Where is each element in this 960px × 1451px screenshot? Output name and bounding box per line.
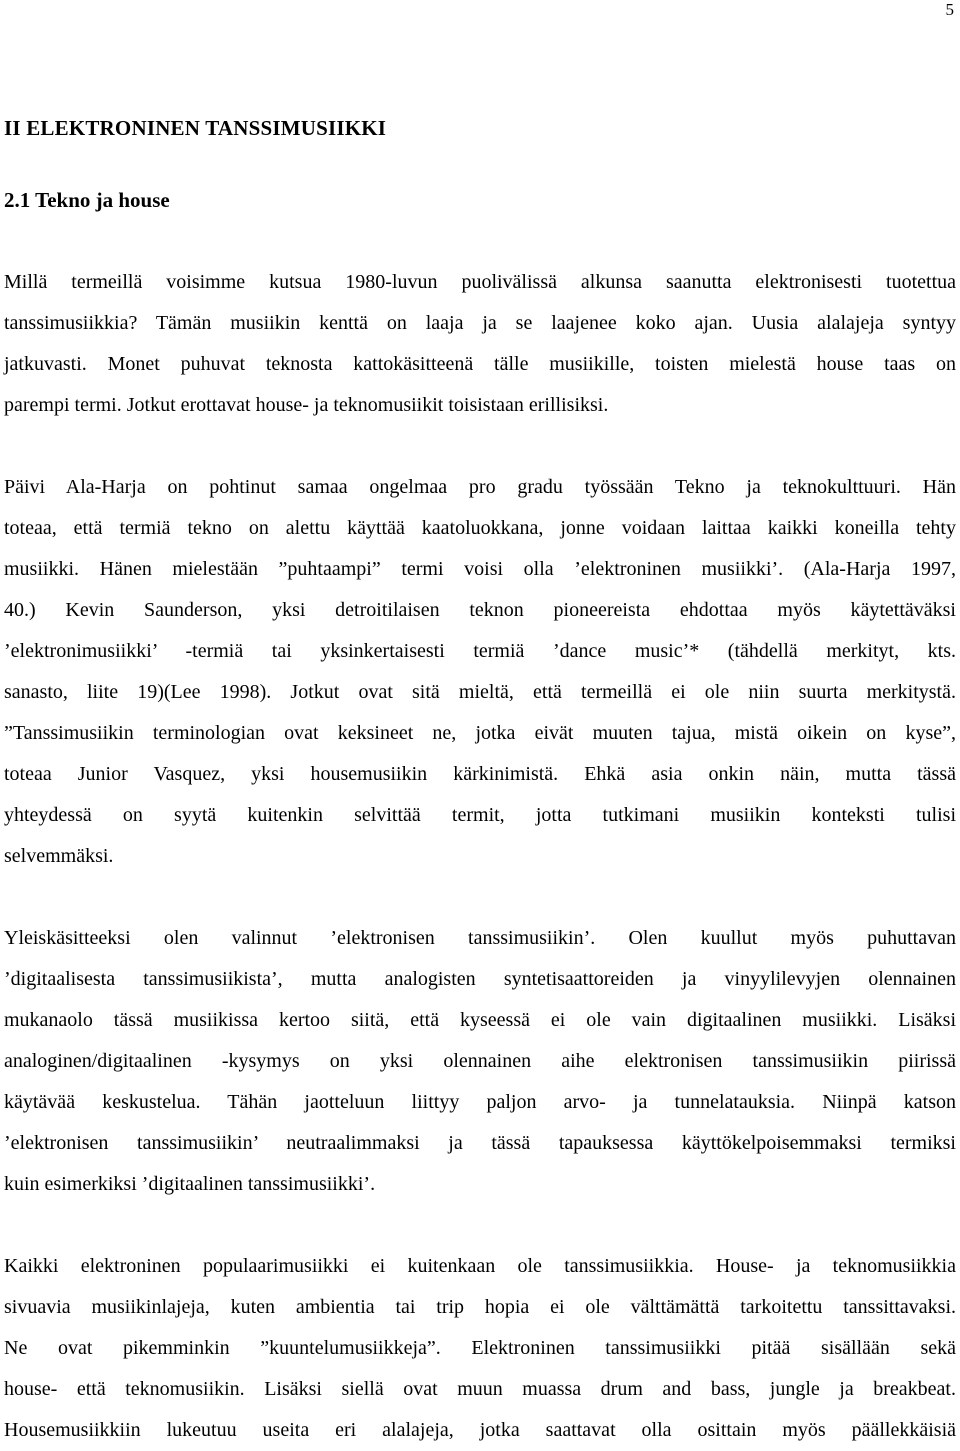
paragraph-2: [4, 467, 956, 877]
text-line: analoginen/digitaalinen -kysymys on yksi olennainen aihe elektronisen tanssimusiikin piirissä: [4, 1050, 956, 1072]
text-line: ”Tanssimusiikin terminologian ovat keksineet ne, jotka eivät muuten tajua, mistä oikein on kyse”,: [4, 722, 956, 744]
section-title: 2.1 Tekno ja house: [4, 188, 170, 212]
text-line: kuin esimerkiksi ’digitaalinen tanssimusiikki’.: [4, 1173, 376, 1195]
text-line: Päivi Ala-Harja on pohtinut samaa ongelmaa pro gradu työssään Tekno ja teknokulttuuri. Hän: [4, 476, 956, 498]
paragraph-3: [4, 918, 956, 1205]
text-line: tanssimusiikkia? Tämän musiikin kenttä on laaja ja se laajenee koko ajan. Uusia alalajeja syntyy: [4, 312, 956, 334]
paragraph-1: [4, 262, 956, 426]
text-line: Kaikki elektroninen populaarimusiikki ei kuitenkaan ole tanssimusiikkia. House- ja teknomusiikkia: [4, 1255, 956, 1277]
text-line: mukanaolo tässä musiikissa kertoo siitä, että kyseessä ei ole vain digitaalinen musiikki. Lisäksi: [4, 1009, 956, 1031]
text-line: käytävää keskustelua. Tähän jaotteluun liittyy paljon arvo- ja tunnelatauksia. Niinpä katson: [4, 1091, 956, 1113]
text-line: toteaa Junior Vasquez, yksi housemusiikin kärkinimistä. Ehkä asia onkin näin, mutta tässä: [4, 763, 956, 785]
text-line: ’digitaalisesta tanssimusiikista’, mutta analogisten syntetisaattoreiden ja vinyylilevyjen olennainen: [4, 968, 956, 990]
text-line: ’elektronisen tanssimusiikin’ neutraalimmaksi ja tässä tapauksessa käyttökelpoisemmaksi termiksi: [4, 1132, 956, 1154]
text-line: Ne ovat pikemminkin ”kuuntelumusiikkeja”. Elektroninen tanssimusiikki pitää sisällään sekä: [4, 1337, 956, 1359]
chapter-title: II ELEKTRONINEN TANSSIMUSIIKKI: [4, 116, 387, 140]
text-line: selvemmäksi.: [4, 845, 114, 867]
text-line: parempi termi. Jotkut erottavat house- ja teknomusiikit toisistaan erillisiksi.: [4, 394, 609, 416]
text-line: 40.) Kevin Saunderson, yksi detroitilaisen teknon pioneereista ehdottaa myös käytettäväksi: [4, 599, 956, 621]
text-line: yhteydessä on syytä kuitenkin selvittää termit, jotta tutkimani musiikin konteksti tulisi: [4, 804, 956, 826]
page-number: 5: [945, 0, 954, 19]
paragraph-4: [4, 1246, 956, 1451]
text-line: sanasto, liite 19)(Lee 1998). Jotkut ovat sitä mieltä, että termeillä ei ole niin suurta merkitystä.: [4, 681, 956, 703]
text-line: musiikki. Hänen mielestään ”puhtaampi” termi voisi olla ’elektroninen musiikki’. (Ala-Harja 1997,: [4, 558, 956, 580]
text-line: house- että teknomusiikin. Lisäksi siellä ovat muun muassa drum and bass, jungle ja breakbeat.: [4, 1378, 956, 1400]
text-line: jatkuvasti. Monet puhuvat teknosta kattokäsitteenä tälle musiikille, toisten mielestä house taas on: [4, 353, 956, 375]
text-line: Yleiskäsitteeksi olen valinnut ’elektronisen tanssimusiikin’. Olen kuullut myös puhuttavan: [4, 927, 956, 949]
text-line: Millä termeillä voisimme kutsua 1980-luvun puolivälissä alkunsa saanutta elektronisesti tuotettua: [4, 271, 956, 293]
text-line: sivuavia musiikinlajeja, kuten ambientia tai trip hopia ei ole välttämättä tarkoitettu tanssittavaksi.: [4, 1296, 956, 1318]
text-line: ’elektronimusiikki’ -termiä tai yksinkertaisesti termiä ’dance music’* (tähdellä merkityt, kts.: [4, 640, 956, 662]
text-line: toteaa, että termiä tekno on alettu käyttää kaatoluokkana, jonne voidaan laittaa kaikki koneilla tehty: [4, 517, 956, 539]
text-line: Housemusiikkiin lukeutuu useita eri alalajeja, jotka saattavat olla osittain myös päällekkäisiä: [4, 1419, 956, 1441]
